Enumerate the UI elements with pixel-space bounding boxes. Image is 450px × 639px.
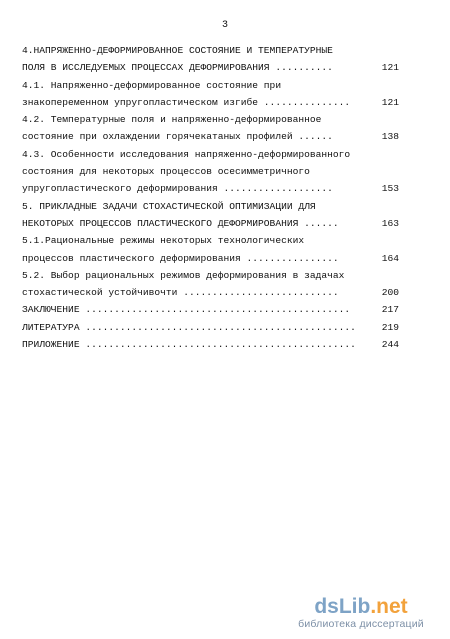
toc-line <box>22 250 399 267</box>
toc-line-text: 4.2. Температурные поля и напряженно-деформированное <box>22 114 322 126</box>
toc-entry <box>22 267 399 302</box>
toc-line <box>22 198 399 215</box>
toc-page-number: 200 <box>381 287 399 299</box>
toc-line <box>22 232 399 249</box>
toc-line-text: 5.2. Выбор рациональных режимов деформирования в задачах <box>22 269 345 281</box>
toc-line <box>22 111 399 128</box>
dslib-logo <box>286 596 436 618</box>
toc-line <box>22 94 399 111</box>
toc-entry <box>22 77 399 112</box>
toc-line-text: ПРИЛОЖЕНИЕ ............................................... <box>22 339 356 351</box>
toc-line <box>22 59 399 76</box>
toc-line-text: 4.1. Напряженно-деформированное состояние при <box>22 79 282 91</box>
toc-line-text: 4.НАПРЯЖЕННО-ДЕФОРМИРОВАННОЕ СОСТОЯНИЕ И ТЕМПЕРАТУРНЫЕ <box>22 45 333 56</box>
toc-line-text: знакопеременном упругопластическом изгибе ............... <box>22 96 351 108</box>
toc-line <box>22 163 399 180</box>
toc-line <box>22 146 399 163</box>
toc-line <box>22 267 399 284</box>
page-number: 3 <box>221 20 228 31</box>
toc-line <box>22 42 399 59</box>
toc-line-text: ЛИТЕРАТУРА ............................................... <box>22 321 356 333</box>
toc-entry <box>22 232 399 267</box>
toc-page-number: 164 <box>381 252 399 264</box>
logo-text-left: dsLib <box>314 595 371 618</box>
table-of-contents <box>22 42 399 353</box>
dslib-watermark <box>286 596 436 630</box>
toc-line <box>22 77 399 94</box>
toc-page-number: 217 <box>381 304 399 316</box>
toc-entry <box>22 336 399 353</box>
toc-line <box>22 215 399 232</box>
toc-line <box>22 336 399 353</box>
toc-entry <box>22 319 399 336</box>
toc-line-text: НЕКОТОРЫХ ПРОЦЕССОВ ПЛАСТИЧЕСКОГО ДЕФОРМИРОВАНИЯ ...... <box>22 217 339 229</box>
toc-line-text: упругопластического деформирования ................... <box>22 183 333 195</box>
toc-line-text: 4.3. Особенности исследования напряженно-деформированного <box>22 148 351 160</box>
toc-line-text: 5.1.Рациональные режимы некоторых технологических <box>22 235 305 247</box>
toc-line <box>22 319 399 336</box>
toc-entry <box>22 146 399 198</box>
toc-page-number: 138 <box>381 131 399 143</box>
toc-page-number: 219 <box>381 321 399 333</box>
watermark-caption: библиотека диссертаций <box>298 618 424 630</box>
toc-entry <box>22 42 399 77</box>
logo-text-right: .net <box>370 595 408 618</box>
toc-line-text: процессов пластического деформирования ................ <box>22 252 339 264</box>
toc-line-text: стохастической устойчивочти ........................... <box>22 287 339 299</box>
toc-line <box>22 284 399 301</box>
toc-page-number: 153 <box>381 183 399 195</box>
toc-page-number: 121 <box>381 62 399 74</box>
toc-line <box>22 128 399 145</box>
toc-entry <box>22 301 399 318</box>
toc-line-text: состояния для некоторых процессов осесимметричного <box>22 166 310 178</box>
toc-line-text: ПОЛЯ В ИССЛЕДУЕМЫХ ПРОЦЕССАХ ДЕФОРМИРОВАНИЯ .......... <box>22 62 333 74</box>
toc-line-text: ЗАКЛЮЧЕНИЕ .............................................. <box>22 304 351 316</box>
toc-page-number: 121 <box>381 96 399 108</box>
toc-line <box>22 180 399 197</box>
toc-line-text: состояние при охлаждении горячекатаных профилей ...... <box>22 131 333 143</box>
toc-entry <box>22 198 399 233</box>
toc-line <box>22 301 399 318</box>
toc-line-text: 5. ПРИКЛАДНЫЕ ЗАДАЧИ СТОХАСТИЧЕСКОЙ ОПТИМИЗАЦИИ ДЛЯ <box>22 200 316 212</box>
toc-entry <box>22 111 399 146</box>
toc-page-number: 244 <box>381 339 399 351</box>
toc-page-number: 163 <box>381 217 399 229</box>
